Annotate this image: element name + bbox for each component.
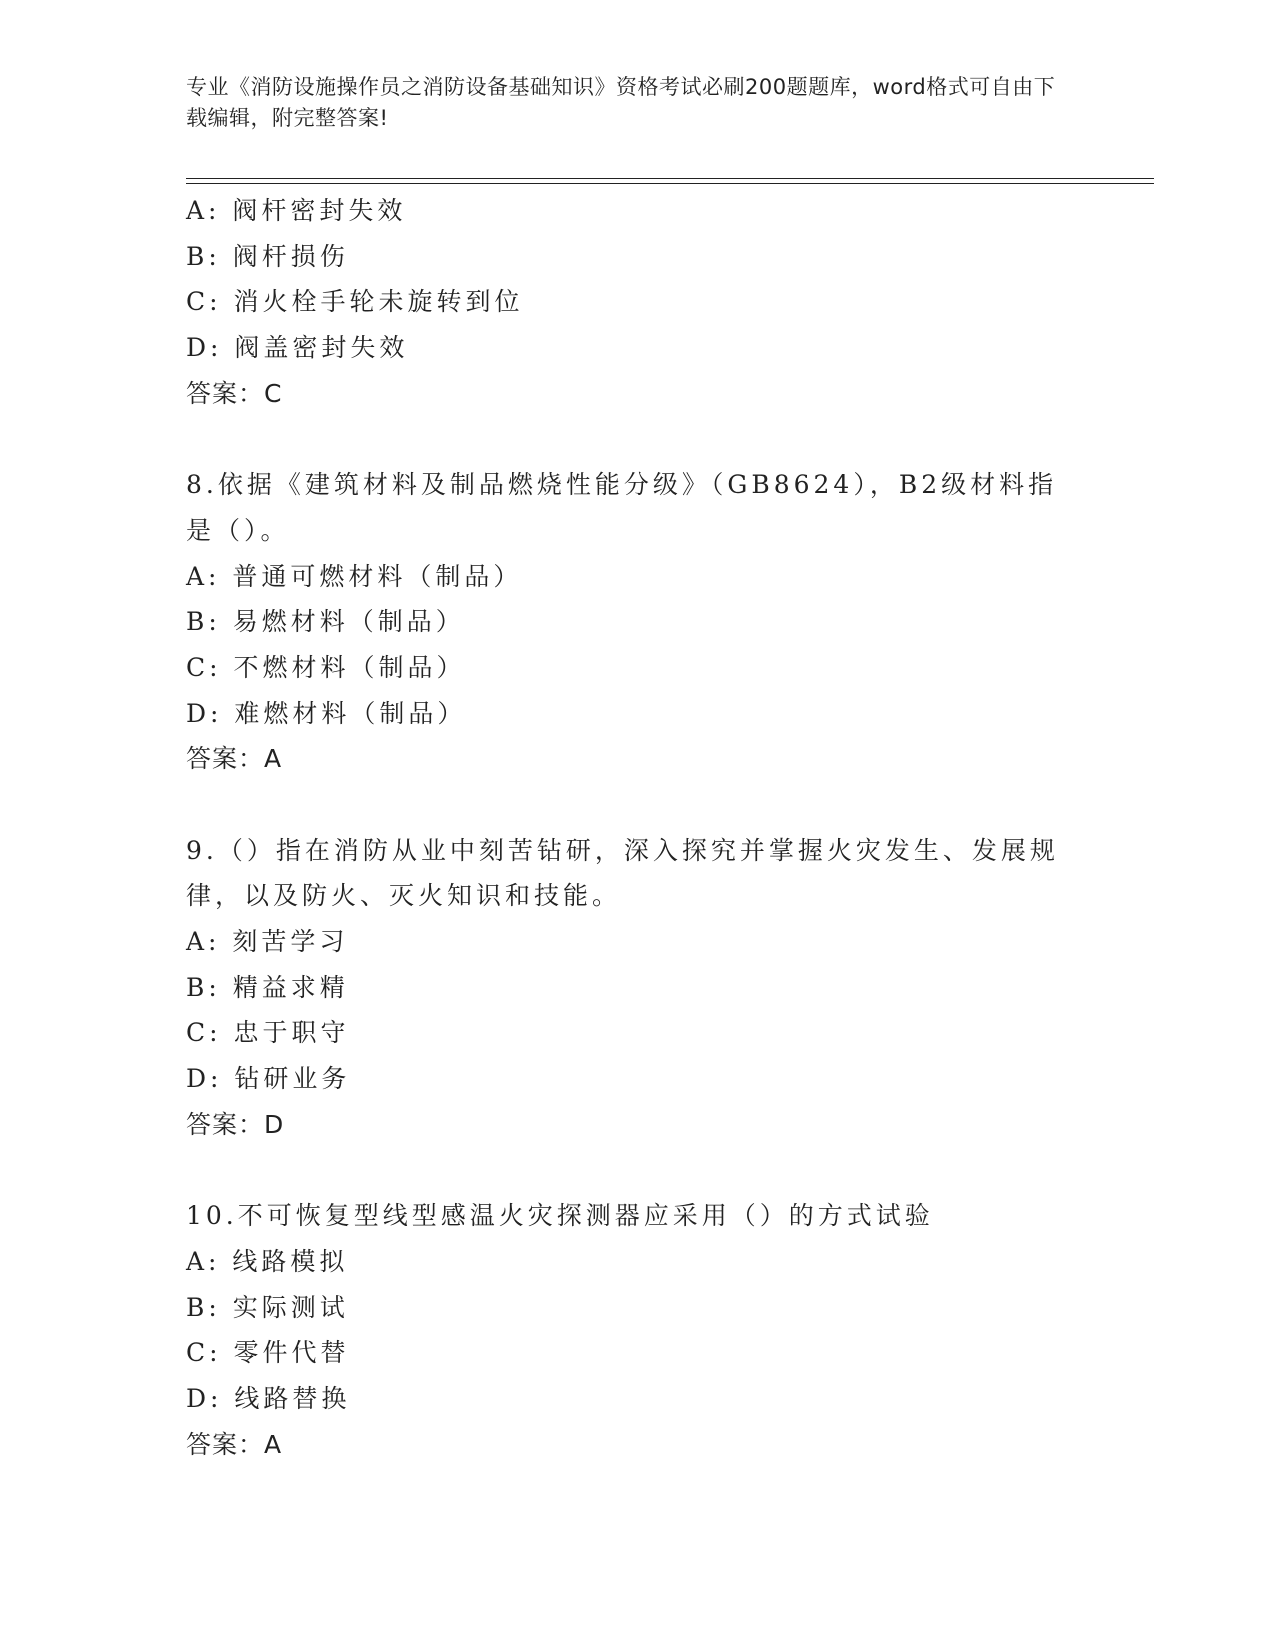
spacer [186, 1148, 1086, 1194]
option-c: C: 忠于职守 [186, 1018, 350, 1048]
question-text: 9.（）指在消防从业中刻苦钻研，深入探究并掌握火灾发生、发展规律，以及防火、灭火知识和技能。 [186, 835, 1059, 911]
option-b: B: 阀杆损伤 [186, 241, 349, 271]
option-a: A: 线路模拟 [186, 1246, 349, 1276]
question-9 [186, 828, 1086, 1148]
question-7 [186, 188, 1086, 416]
option-c: C: 消火栓手轮未旋转到位 [186, 287, 524, 317]
option-a: A: 刻苦学习 [186, 927, 349, 957]
spacer [186, 782, 1086, 828]
option-b: B: 精益求精 [186, 972, 349, 1002]
option-a: A: 阀杆密封失效 [186, 196, 407, 225]
option-c: C: 零件代替 [186, 1338, 350, 1368]
option-b: B: 易燃材料（制品） [186, 607, 465, 637]
answer-line: 答案：D [186, 1109, 285, 1139]
document-header: 专业《消防设施操作员之消防设备基础知识》资格考试必刷200题题库，word格式可自由下载编辑，附完整答案! [186, 75, 1056, 130]
question-text: 10.不可恢复型线型感温火灾探测器应采用（）的方式试验 [186, 1201, 934, 1231]
option-d: D: 难燃材料（制品） [186, 698, 467, 728]
question-10 [186, 1193, 1086, 1467]
option-d: D: 线路替换 [186, 1383, 351, 1413]
option-d: D: 钻研业务 [186, 1064, 351, 1094]
question-8 [186, 462, 1086, 782]
header-divider-top [186, 178, 1154, 179]
answer-line: 答案：A [186, 1429, 283, 1459]
answer-line: 答案：A [186, 744, 283, 774]
spacer [186, 416, 1086, 462]
question-list [186, 188, 1086, 1467]
option-d: D: 阀盖密封失效 [186, 333, 409, 363]
option-c: C: 不燃材料（制品） [186, 652, 466, 682]
header-divider-bottom [186, 183, 1154, 184]
answer-line: 答案：C [186, 378, 283, 408]
option-a: A: 普通可燃材料（制品） [186, 561, 523, 591]
option-b: B: 实际测试 [186, 1292, 349, 1322]
question-text: 8.依据《建筑材料及制品燃烧性能分级》（GB8624），B2级材料指是（）。 [186, 470, 1058, 545]
